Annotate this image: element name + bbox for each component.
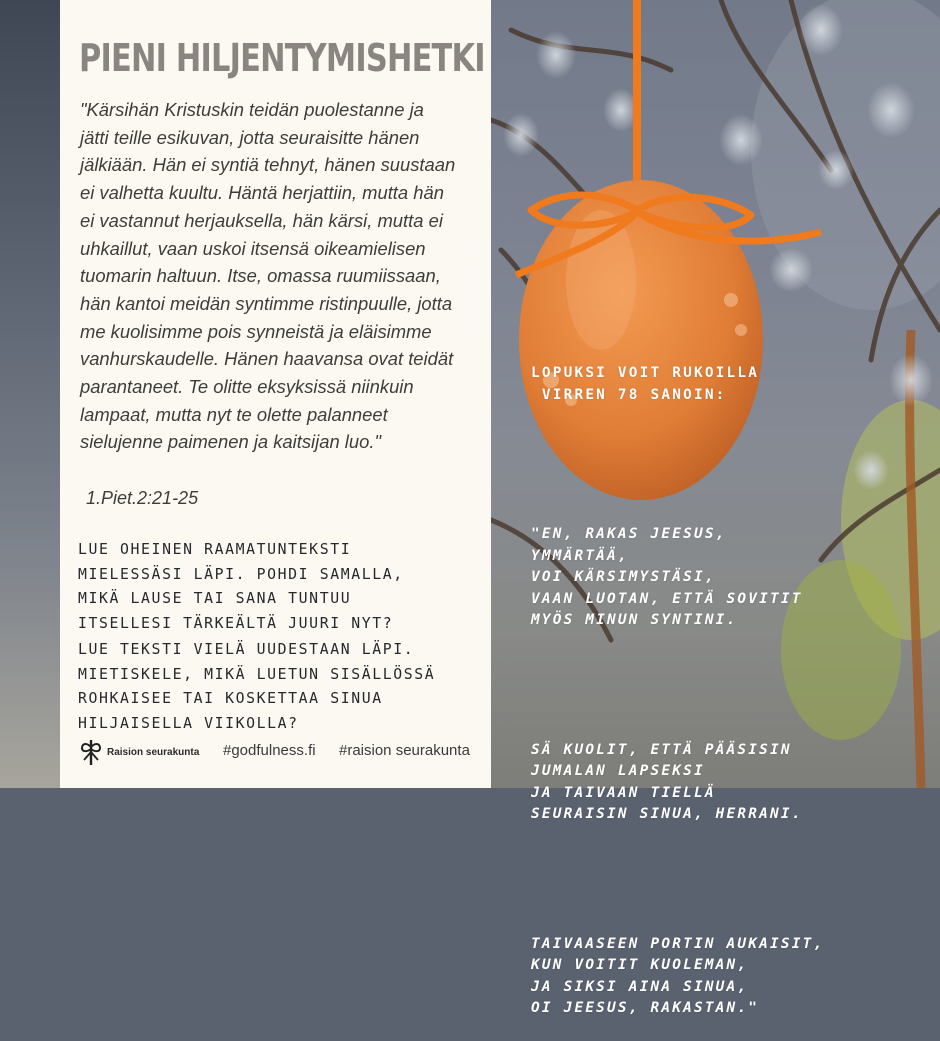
hymn-verse-3: TAIVAASEEN PORTIN AUKAISIT, KUN VOITIT KUOLEMAN, JA SIKSI AINA SINUA, OI JEESUS, RAKASTAN." bbox=[531, 935, 825, 1016]
instruction-2: LUE TEKSTI VIELÄ UUDESTAAN LÄPI. MIETISKELE, MIKÄ LUETUN SISÄLLÖSSÄ ROHKAISEE TAI KOSKETTAA SINUA HILJAISELLA VIIKOLLA? bbox=[78, 641, 436, 732]
instruction-1: LUE OHEINEN RAAMATUNTEKSTI MIELESSÄSI LÄPI. POHDI SAMALLA, MIKÄ LAUSE TAI SANA TUNTUU ITSELLESI TÄRKEÄLTÄ JUURI NYT? bbox=[78, 541, 404, 632]
prayer-text bbox=[531, 320, 824, 1041]
bible-quote: "Kärsihän Kristuskin teidän puolestanne ja jätti teille esikuvan, jotta seuraisitte hänen jälkiään. Hän ei syntiä tehnyt, hänen suustaan ei valhetta kuultu. Häntä herjattiin, mutta hän ei vastannut herjauksella, hän kärsi, mutta ei uhkaillut, vaan uskoi itsensä oikeamielisen tuomarin haltuun. Itse, omassa ruumiissaan, hän kantoi meidän syntimme ristinpuulle, jotta me kuolisimme pois synneistä ja eläisimme vanhurskaudelle. Hänen haavansa ovat teidät parantaneet. Te olitte eksyksissä niinkuin lampaat, mutta nyt te olette palanneet sielujenne paimenen ja kaitsijan luo." bbox=[80, 99, 456, 453]
hashtag-raision-seurakunta: #raision seurakunta bbox=[339, 742, 470, 759]
prayer-heading: LOPUKSI VOIT RUKOILLA VIRREN 78 SANOIN: bbox=[531, 365, 760, 403]
parish-logo-icon bbox=[80, 738, 102, 766]
hashtag-godfulness: #godfulness.fi bbox=[223, 742, 316, 759]
hymn-verse-2: SÄ KUOLIT, ETTÄ PÄÄSISIN JUMALAN LAPSEKSI JA TAIVAAN TIELLÄ SEURAISIN SINUA, HERRANI. bbox=[531, 741, 803, 822]
page-title: PIENI HILJENTYMISHETKI bbox=[79, 36, 485, 80]
footer bbox=[80, 738, 480, 768]
background-photo-strip bbox=[0, 0, 60, 788]
org-name: Raision seurakunta bbox=[107, 747, 200, 758]
hymn-verse-1: "EN, RAKAS JEESUS, YMMÄRTÄÄ, VOI KÄRSIMYSTÄSI, VAAN LUOTAN, ETTÄ SOVITIT MYÖS MINUN SYNTINI. bbox=[531, 526, 803, 628]
bible-reference: 1.Piet.2:21-25 bbox=[86, 488, 199, 508]
